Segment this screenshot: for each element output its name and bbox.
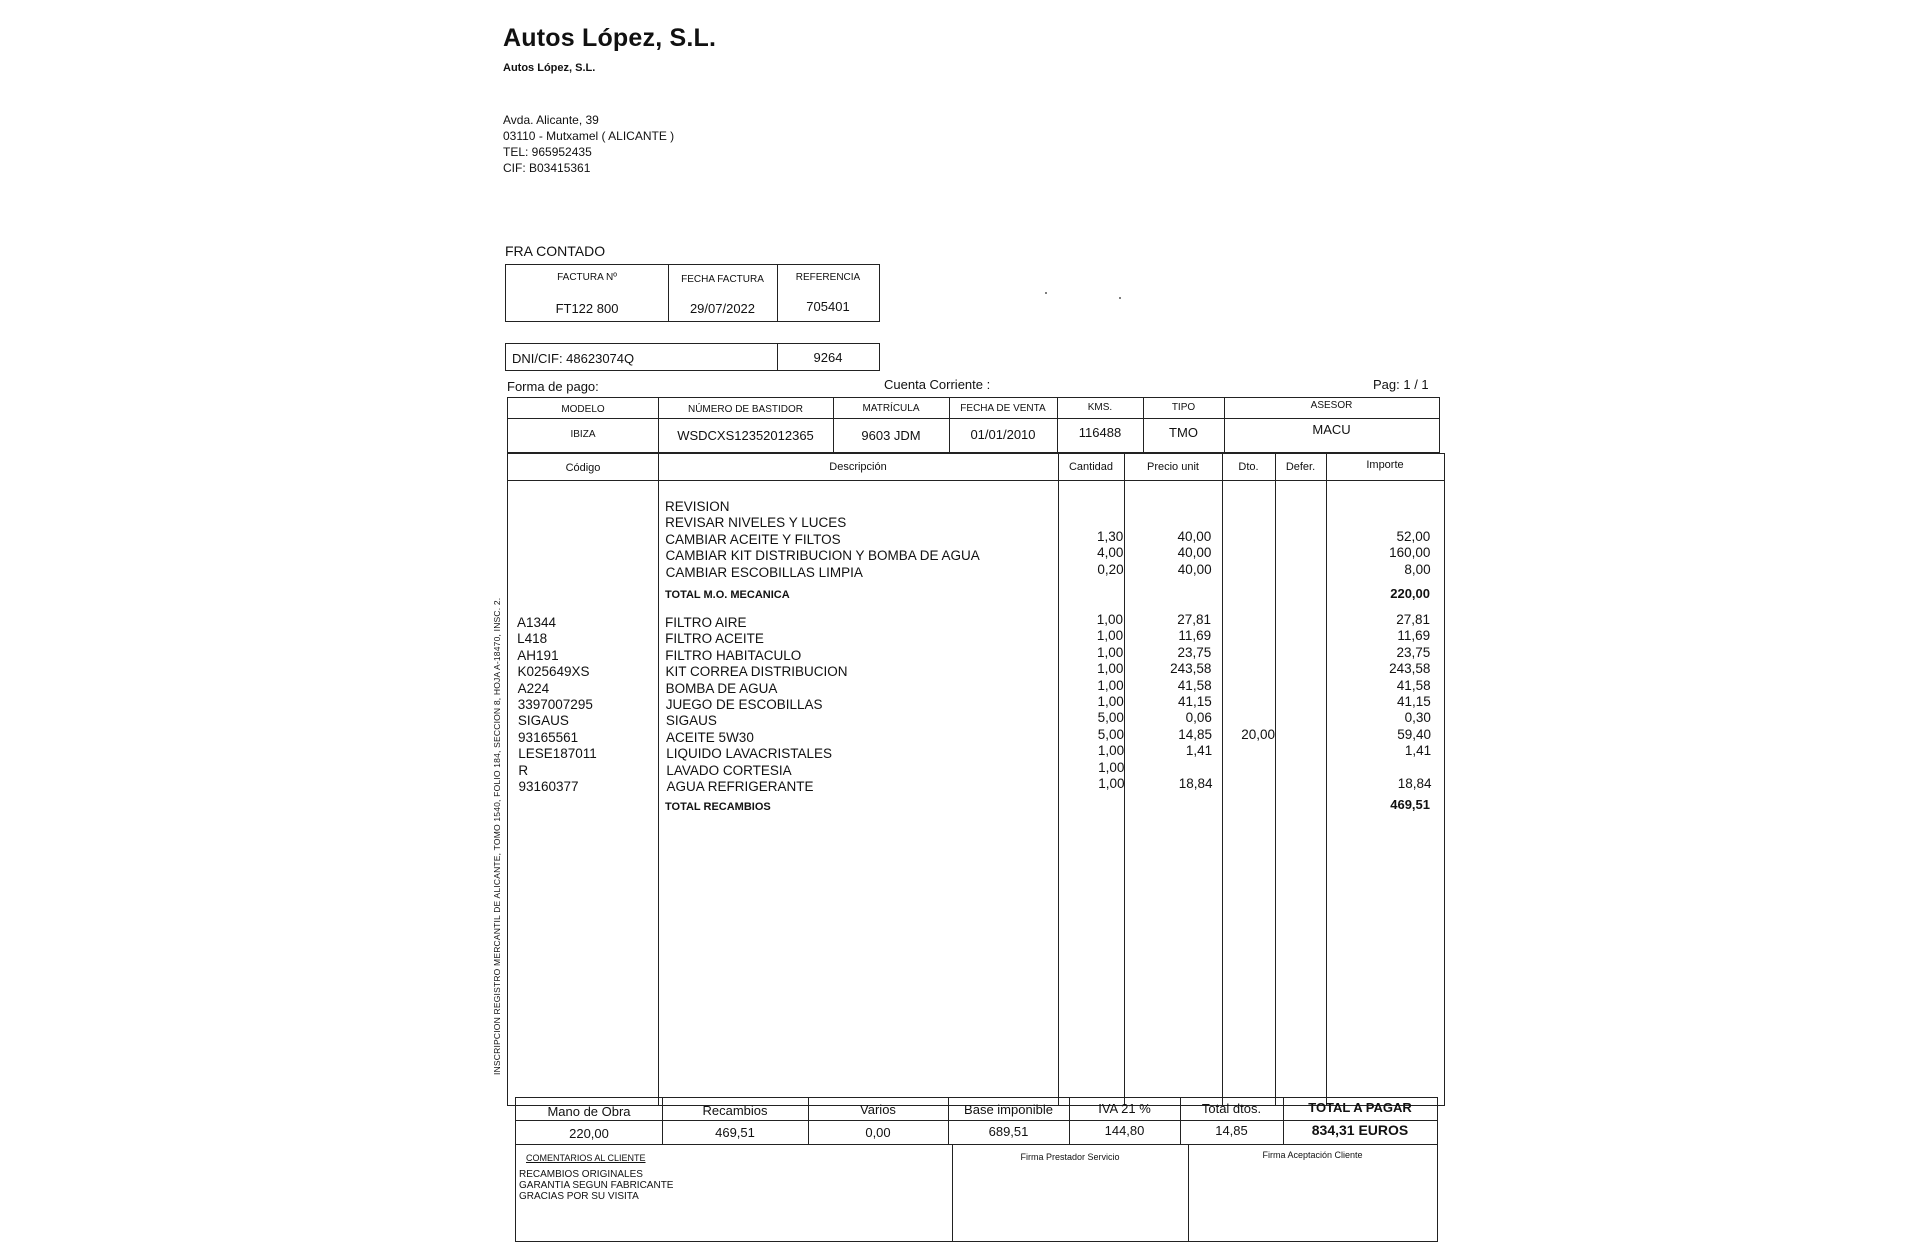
line-unit-price: 41,58 (1177, 677, 1212, 693)
line-quantity: 1,00 (1098, 759, 1125, 775)
address-line: 03110 - Mutxamel ( ALICANTE ) (503, 129, 675, 143)
line-unit-price: 40,00 (1177, 545, 1212, 561)
document-type: FRA CONTADO (505, 243, 606, 259)
registry-side-text: INSCRIPCION REGISTRO MERCANTIL DE ALICANTE, TOMO 1540, FOLIO 184, SECCION 8, HOJA A-18470, INSC. 2. (492, 597, 502, 1075)
vin-header: NÚMERO DE BASTIDOR (687, 404, 803, 415)
line-amount: 18,84 (1397, 776, 1432, 791)
misc-header: Varios (860, 1102, 896, 1117)
type-value: TMO (1169, 425, 1198, 440)
line-unit-price: 11,69 (1178, 628, 1212, 644)
line-description: ACEITE 5W30 (666, 729, 754, 745)
line-description: JUEGO DE ESCOBILLAS (665, 697, 823, 712)
line-code: 93160377 (518, 779, 579, 794)
line-unit-price: 18,84 (1178, 776, 1213, 791)
page-number: Pag: 1 / 1 (1373, 377, 1429, 392)
line-description: LIQUIDO LAVACRISTALES (666, 746, 832, 762)
reference-value: 705401 (806, 299, 850, 314)
line-description: CAMBIAR KIT DISTRIBUCION Y BOMBA DE AGUA (665, 548, 980, 564)
client-signature-label: Firma Aceptación Cliente (1262, 1150, 1363, 1160)
line-code: K025649XS (517, 664, 590, 680)
line-quantity: 1,00 (1097, 677, 1124, 693)
phone-line: TEL: 965952435 (503, 145, 592, 159)
line-amount: 8,00 (1404, 561, 1431, 577)
company-name: Autos López, S.L. (503, 24, 717, 52)
misc-value: 0,00 (865, 1125, 891, 1140)
line-code: L418 (517, 631, 548, 647)
line-quantity: 1,00 (1097, 644, 1124, 660)
line-description: SIGAUS (665, 713, 717, 729)
line-description: FILTRO AIRE (665, 615, 747, 630)
line-amount: 243,58 (1389, 661, 1431, 677)
line-description: REVISION (665, 499, 730, 514)
line-amount: 41,58 (1396, 677, 1431, 693)
address-line: Avda. Alicante, 39 (503, 113, 599, 127)
line-unit-price: 23,75 (1177, 644, 1212, 660)
company-address (503, 112, 674, 176)
cif-line: CIF: B03415361 (503, 161, 591, 175)
kms-value: 116488 (1078, 425, 1122, 440)
line-quantity: 1,00 (1097, 661, 1124, 677)
line-quantity: 5,00 (1097, 710, 1124, 726)
line-quantity: 5,00 (1097, 726, 1125, 742)
kms-header: KMS. (1087, 402, 1113, 413)
line-description: AGUA REFRIGERANTE (666, 779, 814, 794)
line-description: REVISAR NIVELES Y LUCES (665, 515, 847, 531)
line-unit-price: 27,81 (1177, 612, 1211, 627)
line-code: SIGAUS (517, 713, 569, 729)
code-column-header: Código (565, 462, 601, 474)
line-code: A224 (517, 680, 550, 696)
line-description: FILTRO HABITACULO (665, 647, 802, 663)
line-amount: 1,41 (1404, 743, 1432, 759)
amount-column-header: Importe (1366, 459, 1404, 471)
company-name-small: Autos López, S.L. (503, 62, 596, 74)
comment-line: RECAMBIOS ORIGINALES (519, 1169, 643, 1180)
line-unit-price: 40,00 (1177, 528, 1212, 544)
comments-block (519, 1169, 673, 1202)
vat-value: 144,80 (1104, 1123, 1145, 1138)
scan-dot (1045, 292, 1047, 294)
plate-value: 9603 JDM (861, 428, 921, 443)
dni-box (505, 343, 880, 371)
labor-value: 220,00 (569, 1126, 609, 1141)
plate-header: MATRÍCULA (862, 403, 920, 414)
deferred-column-header: Defer. (1285, 461, 1316, 473)
payment-method-label: Forma de pago: (507, 379, 599, 394)
comments-title: COMENTARIOS AL CLIENTE (526, 1153, 646, 1163)
reference-header: REFERENCIA (795, 272, 861, 283)
vehicle-info-box (507, 397, 1440, 453)
parts-total-amount: 469,51 (1390, 797, 1430, 812)
line-code: A1344 (517, 615, 557, 630)
tax-base-value: 689,51 (988, 1124, 1029, 1139)
model-value: IBIZA (570, 429, 596, 440)
line-code: 3397007295 (517, 697, 593, 712)
line-discount: 20,00 (1241, 726, 1276, 742)
tax-base-header: Base imponible (964, 1102, 1053, 1117)
line-quantity: 1,00 (1098, 776, 1125, 791)
invoice-date-header: FECHA FACTURA (681, 274, 764, 285)
provider-signature-label: Firma Prestador Servicio (1020, 1152, 1120, 1162)
line-quantity: 0,20 (1097, 561, 1124, 577)
line-description: LAVADO CORTESIA (666, 762, 792, 778)
vat-header: IVA 21 % (1098, 1101, 1151, 1116)
line-description: FILTRO ACEITE (665, 631, 764, 647)
advisor-value: MACU (1312, 422, 1351, 437)
footer-box (515, 1144, 1438, 1242)
parts-value: 469,51 (715, 1125, 755, 1140)
line-amount: 52,00 (1396, 528, 1431, 544)
line-unit-price: 40,00 (1177, 561, 1212, 577)
invoice-date: 29/07/2022 (689, 301, 756, 316)
line-amount: 23,75 (1396, 644, 1431, 660)
line-description: KIT CORREA DISTRIBUCION (665, 664, 848, 680)
line-quantity: 1,00 (1096, 612, 1123, 627)
comment-line: GARANTIA SEGUN FABRICANTE (519, 1180, 674, 1191)
line-unit-price: 41,15 (1177, 694, 1212, 709)
labor-total-amount: 220,00 (1390, 586, 1430, 601)
total-to-pay-value: 834,31 EUROS (1311, 1122, 1409, 1138)
line-description: CAMBIAR ESCOBILLAS LIMPIA (665, 564, 863, 580)
line-unit-price: 0,06 (1185, 710, 1212, 726)
line-amount: 160,00 (1389, 545, 1431, 561)
line-amount: 27,81 (1396, 612, 1430, 627)
labor-total-label: TOTAL M.O. MECANICA (665, 589, 790, 601)
line-quantity: 4,00 (1097, 545, 1124, 561)
line-unit-price: 14,85 (1178, 726, 1213, 742)
model-header: MODELO (561, 404, 605, 415)
line-quantity: 1,00 (1097, 694, 1124, 709)
line-amount: 11,69 (1397, 628, 1431, 644)
invoice-number-header: FACTURA Nº (557, 272, 617, 283)
line-amount: 0,30 (1404, 710, 1431, 726)
advisor-header: ASESOR (1310, 400, 1353, 411)
line-code: R (518, 762, 529, 778)
line-quantity: 1,00 (1097, 743, 1125, 759)
total-discounts-header: Total dtos. (1201, 1101, 1262, 1116)
description-column-header: Descripción (829, 461, 887, 473)
line-amount: 59,40 (1397, 726, 1432, 742)
current-account-label: Cuenta Corriente : (884, 377, 991, 392)
parts-total-label: TOTAL RECAMBIOS (665, 801, 771, 813)
line-unit-price: 1,41 (1185, 743, 1213, 759)
line-code: 93165561 (518, 729, 579, 745)
type-header: TIPO (1171, 402, 1196, 413)
quantity-column-header: Cantidad (1068, 461, 1114, 473)
line-description: BOMBA DE AGUA (665, 680, 778, 696)
line-amount: 41,15 (1396, 694, 1431, 709)
comment-line: GRACIAS POR SU VISITA (519, 1191, 639, 1202)
parts-header: Recambios (702, 1103, 768, 1118)
labor-header: Mano de Obra (547, 1104, 631, 1119)
sale-date-header: FECHA DE VENTA (960, 403, 1046, 414)
line-quantity: 1,30 (1097, 528, 1124, 544)
total-discounts-value: 14,85 (1215, 1123, 1248, 1138)
dni-code: 9264 (813, 350, 843, 365)
totals-box (515, 1097, 1438, 1145)
dni-label: DNI/CIF: 48623074Q (512, 351, 635, 366)
invoice-info-box (505, 264, 880, 322)
vin-value: WSDCXS12352012365 (677, 428, 814, 443)
total-to-pay-header: TOTAL A PAGAR (1308, 1100, 1412, 1115)
line-code: AH191 (517, 647, 559, 663)
scan-dot (1119, 297, 1121, 299)
line-description: CAMBIAR ACEITE Y FILTOS (665, 531, 841, 547)
discount-column-header: Dto. (1238, 461, 1259, 473)
line-quantity: 1,00 (1096, 628, 1124, 644)
invoice-number: FT122 800 (555, 301, 619, 316)
sale-date-value: 01/01/2010 (970, 427, 1036, 442)
unit-price-column-header: Precio unit (1147, 461, 1199, 473)
line-unit-price: 243,58 (1170, 661, 1212, 677)
line-code: LESE187011 (518, 746, 597, 762)
